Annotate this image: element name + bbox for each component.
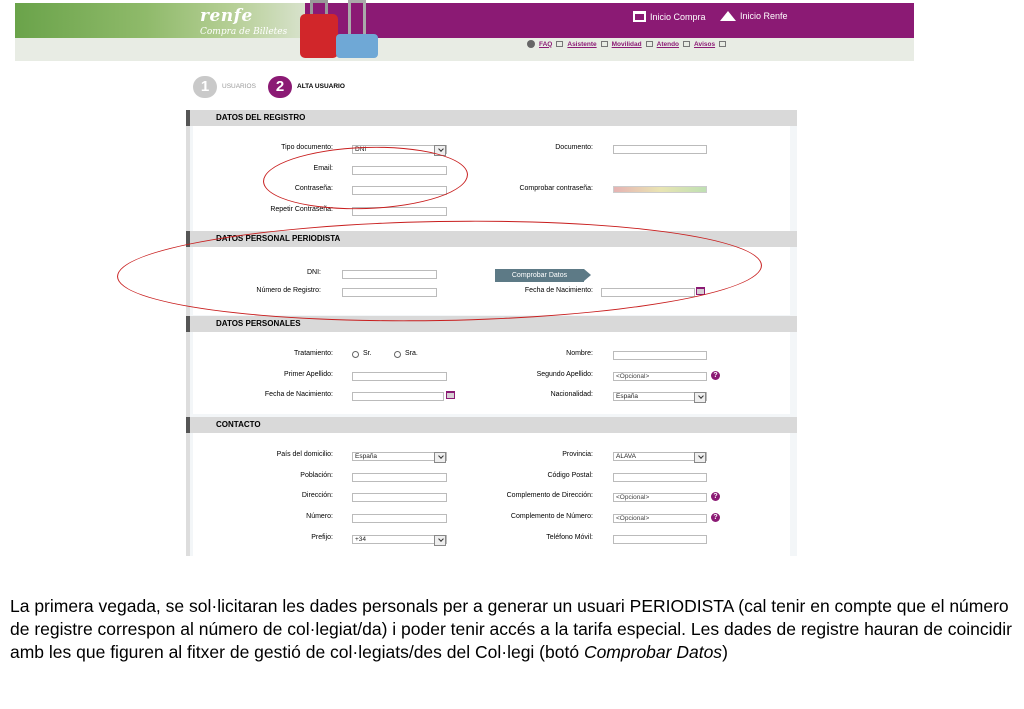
complemento-numero-label: Complemento de Número:: [510, 513, 593, 520]
direccion-input[interactable]: [352, 493, 447, 502]
numero-registro-label: Número de Registro:: [256, 287, 321, 294]
red-suitcase-icon: [300, 14, 338, 58]
tratamiento-label: Tratamiento:: [293, 350, 333, 357]
fecha-nacimiento-input[interactable]: [352, 392, 444, 401]
chevron-down-icon: [698, 393, 704, 399]
chevron-down-icon: [438, 536, 444, 542]
accessibility-icon: [646, 41, 653, 47]
calendar-icon[interactable]: [446, 391, 455, 399]
complemento-direccion-label: Complemento de Dirección:: [506, 492, 593, 499]
primer-apellido-input[interactable]: [352, 372, 447, 381]
documento-input[interactable]: [613, 145, 707, 154]
sra-radio[interactable]: [394, 351, 401, 358]
logo-subtitle: Compra de Billetes: [200, 27, 288, 37]
chevron-down-icon: [438, 146, 444, 152]
help-icon[interactable]: ?: [711, 513, 720, 522]
fecha-nacimiento-label: Fecha de Nacimiento:: [264, 391, 333, 398]
sr-label: Sr.: [363, 350, 372, 357]
sra-label: Sra.: [405, 350, 418, 357]
cart-icon: [633, 11, 646, 22]
pais-label: País del domicilio:: [276, 451, 333, 458]
chevron-down-icon: [438, 453, 444, 459]
nombre-input[interactable]: [613, 351, 707, 360]
nacionalidad-select[interactable]: [613, 392, 707, 401]
suitcase-handle-icon: [348, 0, 366, 34]
movilidad-link[interactable]: Movilidad: [611, 40, 642, 48]
section-personales-header: DATOS PERSONALES: [186, 316, 797, 332]
atendo-link[interactable]: Atendo: [656, 40, 680, 48]
poblacion-label: Población:: [300, 472, 333, 479]
step-1-badge[interactable]: 1: [193, 76, 217, 98]
chevron-down-icon: [698, 453, 704, 459]
provincia-label: Provincia:: [562, 451, 593, 458]
telefono-input[interactable]: [613, 535, 707, 544]
password-strength-bar: [613, 186, 707, 193]
sr-radio[interactable]: [352, 351, 359, 358]
repetir-contrasena-label: Repetir Contraseña:: [270, 206, 333, 213]
section-registro-header: DATOS DEL REGISTRO: [186, 110, 797, 126]
caption-text: La primera vegada, se sol·licitaran les dades personals per a generar un usuari PERIODISTA (cal tenir en compte que el número de registre correspon al número de col·legiat/da) i poder tenir accés a la tarifa especial. Les dades de registre hauran de coincidir amb les que figuren al fitxer de gestió de col·legiats/des del Col·legi (botó: [10, 596, 1012, 662]
segundo-apellido-label: Segundo Apellido:: [536, 371, 593, 378]
home-icon: [720, 11, 736, 21]
comprobar-datos-button[interactable]: Comprobar Datos: [495, 269, 584, 282]
complemento-direccion-input[interactable]: <Opcional>: [613, 493, 707, 502]
inicio-compra-link[interactable]: [633, 11, 706, 22]
provincia-value: ALAVA: [616, 453, 636, 460]
prefijo-select[interactable]: [352, 535, 447, 544]
caption-text-end: ): [722, 642, 728, 662]
pais-value: España: [355, 453, 378, 460]
primer-apellido-label: Primer Apellido:: [283, 371, 333, 378]
telefono-label: Teléfono Móvil:: [546, 534, 593, 541]
direccion-label: Dirección:: [301, 492, 333, 499]
step-2-badge: 2: [268, 76, 292, 98]
chat-icon: [556, 41, 563, 47]
renfe-logo[interactable]: renfe: [200, 6, 253, 26]
inicio-compra-label: Inicio Compra: [650, 11, 706, 22]
pais-select[interactable]: [352, 452, 447, 461]
help-icon: [527, 40, 535, 48]
step-2-label: ALTA USUARIO: [297, 83, 345, 90]
prefijo-label: Prefijo:: [311, 534, 333, 541]
inicio-renfe-link[interactable]: [720, 11, 788, 21]
window-icon: [719, 41, 726, 47]
contrasena-label: Contraseña:: [294, 185, 333, 192]
segundo-apellido-input[interactable]: <Opcional>: [613, 372, 707, 381]
mobile-icon: [601, 41, 608, 47]
nacionalidad-value: España: [616, 393, 639, 400]
prefijo-value: +34: [355, 536, 367, 543]
dni-label: DNI:: [307, 269, 321, 276]
email-label: Email:: [313, 165, 333, 172]
tipo-documento-label: Tipo documento:: [281, 144, 333, 151]
numero-input[interactable]: [352, 514, 447, 523]
nombre-label: Nombre:: [566, 350, 593, 357]
avisos-link[interactable]: Avisos: [694, 40, 716, 48]
section-contacto-header: CONTACTO: [186, 417, 797, 433]
numero-label: Número:: [306, 513, 333, 520]
inicio-renfe-label: Inicio Renfe: [740, 11, 788, 21]
help-icon[interactable]: ?: [711, 371, 720, 380]
fecha-nacimiento-periodista-label: Fecha de Nacimiento:: [524, 287, 593, 294]
section-periodista-header: DATOS PERSONAL PERIODISTA: [186, 231, 797, 247]
codigo-postal-input[interactable]: [613, 473, 707, 482]
complemento-numero-input[interactable]: <Opcional>: [613, 514, 707, 523]
subnav: [527, 40, 726, 48]
help-icon[interactable]: ?: [711, 492, 720, 501]
alert-icon: [683, 41, 690, 47]
provincia-select[interactable]: [613, 452, 707, 461]
tipo-documento-value: DNI: [355, 146, 367, 153]
subnav-strip: [15, 38, 914, 61]
comprobar-contrasena-label: Comprobar contraseña:: [519, 185, 593, 192]
blue-suitcase-icon: [336, 34, 378, 58]
step-1-label: USUARIOS: [222, 83, 256, 90]
codigo-postal-label: Código Postal:: [547, 472, 593, 479]
documento-label: Documento:: [555, 144, 593, 151]
explanation-caption: [10, 595, 1015, 664]
caption-button-name: Comprobar Datos: [583, 642, 723, 662]
poblacion-input[interactable]: [352, 473, 447, 482]
asistente-link[interactable]: Asistente: [567, 40, 597, 48]
nacionalidad-label: Nacionalidad:: [550, 391, 593, 398]
faq-link[interactable]: FAQ: [539, 40, 553, 48]
